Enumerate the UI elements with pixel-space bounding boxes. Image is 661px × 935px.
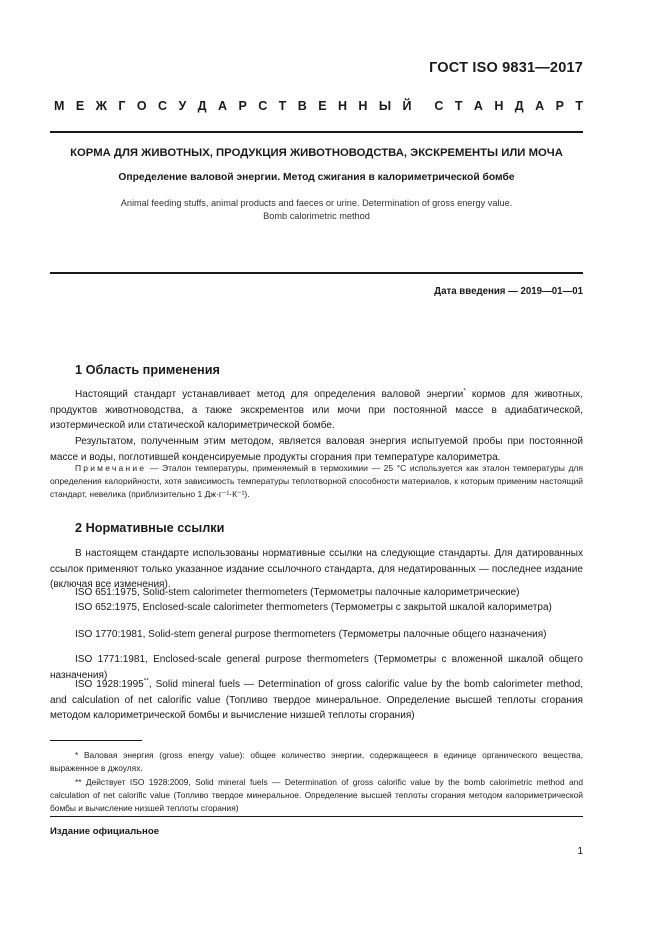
- banner-letter: С: [258, 99, 268, 113]
- english-title-line-1: Animal feeding stuffs, animal products and faeces or urine. Determination of gross energy value.: [120, 198, 513, 208]
- banner-letter: Н: [494, 99, 504, 113]
- banner-letter: Й: [402, 99, 412, 113]
- section-1-paragraph-2: Результатом, полученным этим методом, является валовая энергия испытуемой пробы при постоянной массе и воды, поглотившей конденсируемые продукты сгорания при температуре калориметра.: [50, 436, 583, 463]
- banner-letter: Н: [358, 99, 368, 113]
- standard-type-banner: [54, 99, 583, 113]
- banner-letter: Ы: [378, 99, 392, 113]
- english-title-line-2: Bomb calorimetric method: [263, 211, 370, 221]
- official-edition-label: Издание официальное: [50, 826, 160, 837]
- section-1-paragraph-1: Настоящий стандарт устанавливает метод для определения валовой энергии* кормов для животных, продуктов животноводства, а также экскрементов или мочи при постоянной массе в адиабатической, изотермической или статической калориметрической бомбе.: [50, 387, 583, 432]
- banner-letter: А: [473, 99, 483, 113]
- footnote-marker: **: [143, 677, 149, 685]
- banner-letter: Р: [555, 99, 564, 113]
- banner-letter: С: [434, 99, 444, 113]
- banner-letter: У: [178, 99, 187, 113]
- section-1-note: Примечание — Эталон температуры, применяемый в термохимии — 25 °С используется как эталон температуры для определения калорийности, хотя зависимость температуры теплотворной способности материалов, к которым применим настоящий стандарт, невелика (приблизительно 1 Дж·г⁻¹·К⁻¹).: [50, 463, 583, 499]
- page-number: 1: [577, 846, 583, 857]
- footer-rule: [50, 816, 583, 817]
- section-2-title: 2 Нормативные ссылки: [75, 521, 225, 535]
- footnote-marker: *: [463, 387, 466, 395]
- document-title: КОРМА ДЛЯ ЖИВОТНЫХ, ПРОДУКЦИЯ ЖИВОТНОВОДСТВА, ЭКСКРЕМЕНТЫ ИЛИ МОЧА: [70, 147, 563, 159]
- reference-item: ISO 1771:1981, Enclosed-scale general purpose thermometers (Термометры с вложенной шкалой общего назначения): [50, 654, 583, 681]
- banner-letter: Е: [75, 99, 85, 113]
- header-rule: [50, 131, 583, 133]
- reference-item: ISO 1770:1981, Solid-stem general purpose thermometers (Термометры палочные общего назначения): [75, 629, 547, 640]
- footnote-1: * Валовая энергия (gross energy value): общее количество энергии, содержащееся в единице органического вещества, выраженное в джоулях.: [50, 750, 583, 774]
- banner-letter: А: [535, 99, 545, 113]
- section-1-title: 1 Область применения: [75, 363, 220, 377]
- banner-letter: Н: [337, 99, 347, 113]
- reference-item: ISO 1928:1995**, Solid mineral fuels — Determination of gross calorific value by the bomb calorimeter method, and calculation of net calorific value (Топливо твердое минеральное. Определение высшей теплоты сгорания методом калориметрической бомбы и вычисление низшей теплоты сгорания): [50, 677, 584, 722]
- title-rule: [50, 272, 583, 274]
- banner-letter: Т: [278, 99, 287, 113]
- section-2-paragraph-1: В настоящем стандарте использованы нормативные ссылки на следующие стандарты. Для датированных ссылок применяют только указанное издание ссылочного стандарта, для недатированных — последнее издание (включая все изменения).: [50, 548, 583, 591]
- banner-letter: О: [136, 99, 147, 113]
- banner-letter: Ж: [95, 99, 107, 113]
- banner-letter: Т: [575, 99, 583, 113]
- banner-letter: Д: [197, 99, 207, 113]
- banner-letter: М: [54, 99, 65, 113]
- english-title: [50, 197, 583, 223]
- banner-letter: Е: [318, 99, 327, 113]
- reference-item: ISO 651:1975, Solid-stem calorimeter thermometers (Термометры палочные калориметрические): [75, 587, 520, 598]
- banner-letter: Р: [238, 99, 247, 113]
- reference-item: ISO 652:1975, Enclosed-scale calorimeter thermometers (Термометры с закрытой шкалой калориметра): [75, 602, 552, 613]
- document-code: ГОСТ ISO 9831—2017: [429, 60, 583, 76]
- banner-letter: А: [218, 99, 228, 113]
- banner-letter: В: [297, 99, 307, 113]
- banner-letter: Д: [514, 99, 524, 113]
- banner-letter: С: [158, 99, 168, 113]
- banner-letter: Т: [454, 99, 463, 113]
- footnote-divider: [50, 740, 142, 741]
- document-subtitle: Определение валовой энергии. Метод сжигания в калориметрической бомбе: [118, 172, 515, 183]
- banner-letter: Г: [118, 99, 126, 113]
- footnote-2: ** Действует ISO 1928:2009, Solid mineral fuels — Determination of gross calorific value by the bomb calorimetric method and calculation of net calorific value (Топливо твердое минеральное. Определение высшей теплоты сгорания методом калориметрической бомбы и вычисление низшей теплоты сгорания): [50, 777, 583, 814]
- note-label: Примечание: [75, 463, 147, 473]
- introduction-date: Дата введения — 2019—01—01: [434, 286, 583, 297]
